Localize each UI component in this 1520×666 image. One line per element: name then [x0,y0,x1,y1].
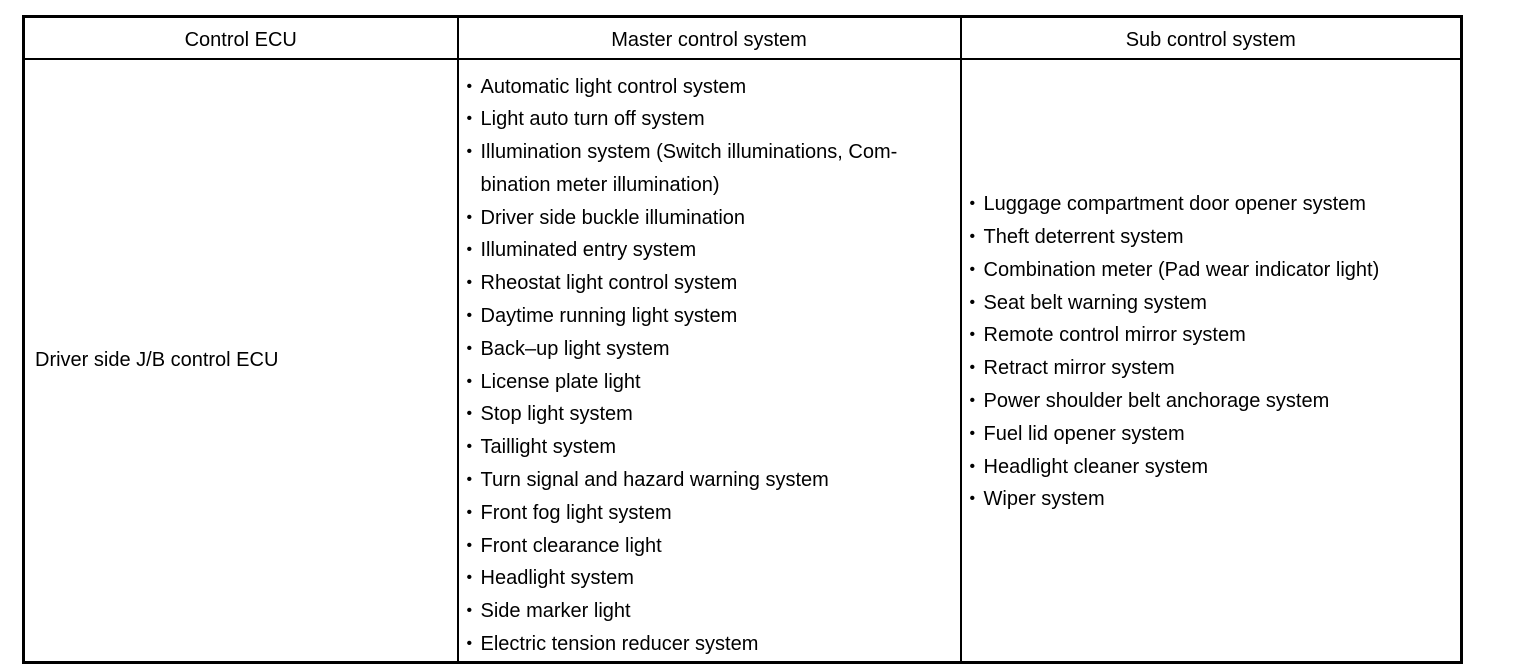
header-sub-control-system: Sub control system [961,17,1462,59]
control-ecu-cell: Driver side J/B control ECU [24,59,458,663]
list-item: • Headlight system [467,562,960,595]
bullet-icon: • [466,536,473,554]
list-item: • License plate light [467,366,960,399]
list-item: • Theft deterrent system [970,221,1461,254]
list-item: • Seat belt warning system [970,287,1461,320]
bullet-icon: • [466,635,473,653]
list-item: • Wiper system [970,483,1461,516]
bullet-icon: • [466,339,473,357]
list-item: • Daytime running light system [467,300,960,333]
bullet-icon: • [969,490,976,508]
bullet-icon: • [466,372,473,390]
bullet-icon: • [466,143,473,161]
bullet-icon: • [466,438,473,456]
bullet-icon: • [969,227,976,245]
header-row [24,17,1462,59]
bullet-icon: • [969,359,976,377]
bullet-icon: • [466,569,473,587]
list-item: • Combination meter (Pad wear indicator light) [970,254,1461,287]
list-item: • Light auto turn off system [467,103,960,136]
master-systems-list [467,71,960,661]
list-item: • Illuminated entry system [467,234,960,267]
bullet-icon: • [466,471,473,489]
list-item: • Driver side buckle illumination [467,202,960,235]
table-row [24,59,1462,663]
bullet-icon: • [969,260,976,278]
list-item: • Luggage compartment door opener system [970,188,1461,221]
bullet-icon: • [466,503,473,521]
bullet-icon: • [969,424,976,442]
bullet-icon: • [466,274,473,292]
bullet-icon: • [969,326,976,344]
bullet-icon: • [969,293,976,311]
bullet-icon: • [466,208,473,226]
list-item: • Front clearance light [467,530,960,563]
list-item: • Turn signal and hazard warning system [467,464,960,497]
master-systems-cell [458,59,961,663]
bullet-icon: • [466,241,473,259]
list-item: • Fuel lid opener system [970,418,1461,451]
bullet-icon: • [466,602,473,620]
sub-systems-cell [961,59,1462,663]
header-control-ecu: Control ECU [24,17,458,59]
list-item: • Taillight system [467,431,960,464]
bullet-icon: • [466,77,473,95]
ecu-systems-table [22,15,1463,664]
list-item: • Back–up light system [467,333,960,366]
header-master-control-system: Master control system [458,17,961,59]
list-item: • Headlight cleaner system [970,451,1461,484]
bullet-icon: • [466,307,473,325]
list-item: • Rheostat light control system [467,267,960,300]
list-item: • Illumination system (Switch illuminations, Com- bination meter illumination) [467,136,941,202]
bullet-icon: • [969,457,976,475]
list-item: • Power shoulder belt anchorage system [970,385,1461,418]
list-item: • Retract mirror system [970,352,1461,385]
list-item: • Front fog light system [467,497,960,530]
list-item: • Automatic light control system [467,71,960,104]
bullet-icon: • [969,195,976,213]
list-item: • Side marker light [467,595,960,628]
bullet-icon: • [466,110,473,128]
list-item: • Remote control mirror system [970,319,1461,352]
list-item: • Electric tension reducer system [467,628,960,661]
sub-systems-list [970,188,1461,516]
bullet-icon: • [969,391,976,409]
bullet-icon: • [466,405,473,423]
list-item: • Stop light system [467,398,960,431]
